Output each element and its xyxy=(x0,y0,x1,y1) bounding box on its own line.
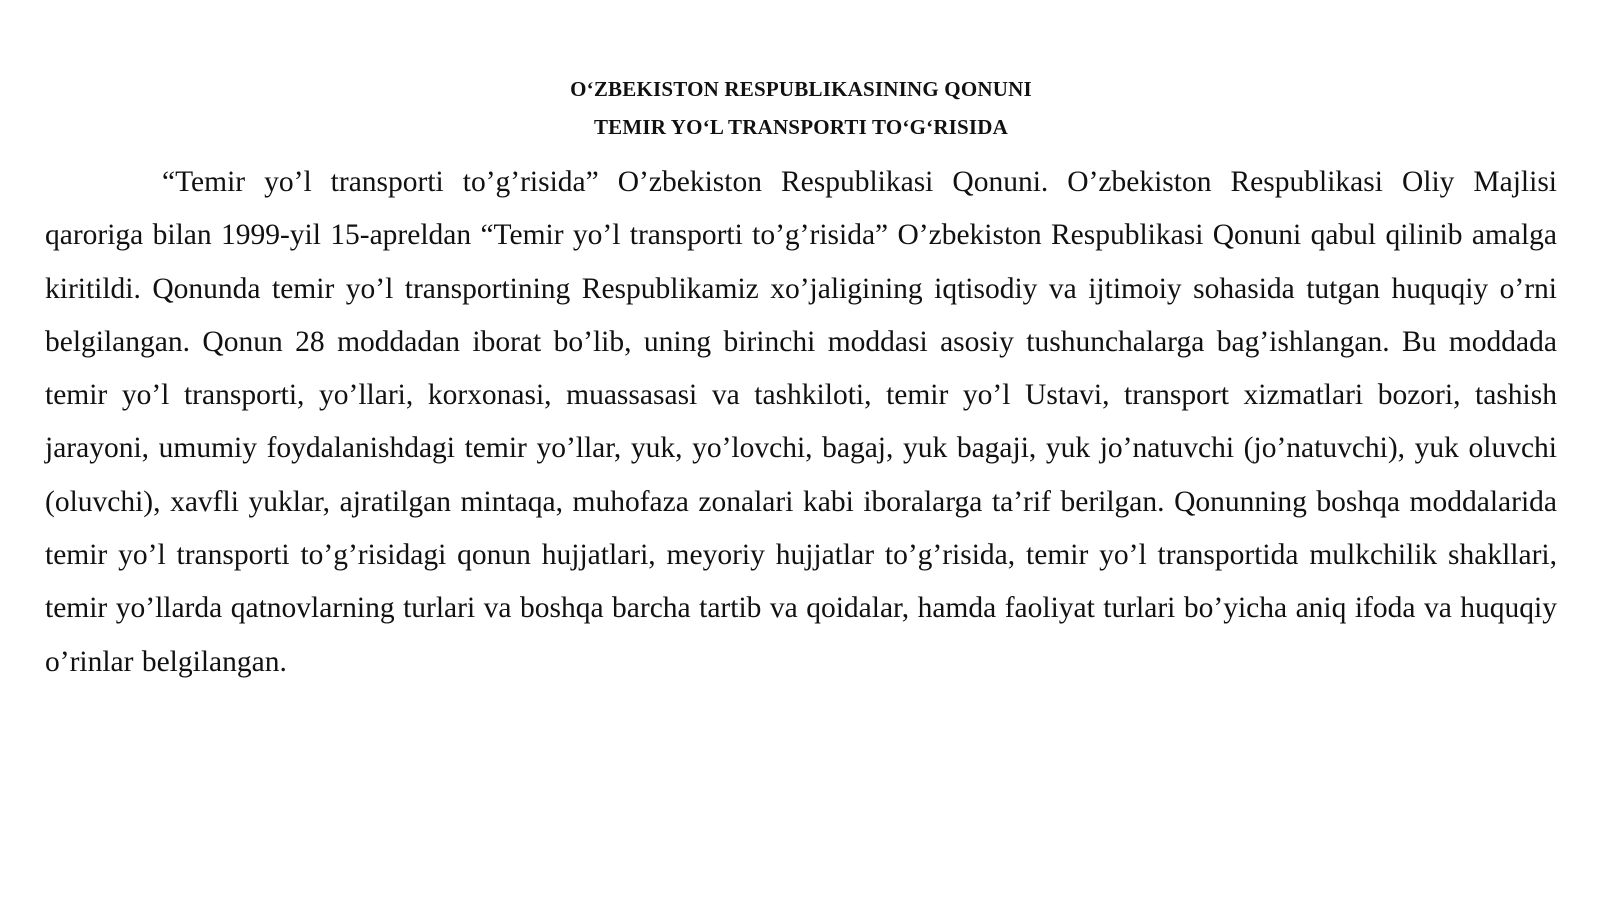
document-title-line-1: O‘ZBEKISTON RESPUBLIKASINING QONUNI xyxy=(570,77,1032,101)
document-page xyxy=(45,70,1557,689)
document-body-paragraph: “Temir yo’l transporti to’g’risida” O’zbekiston Respublikasi Qonuni. O’zbekiston Respublikasi Oliy Majlisi qaroriga bilan 1999-yil 15-apreldan “Temir yo’l transporti to’g’risida” O’zbekiston Respublikasi Qonuni qabul qilinib amalga kiritildi. Qonunda temir yo’l transportining Respublikamiz xo’jaligining iqtisodiy va ijtimoiy sohasida tutgan huquqiy o’rni belgilangan. Qonun 28 moddadan iborat bo’lib, uning birinchi moddasi asosiy tushunchalarga bag’ishlangan. Bu moddada temir yo’l transporti, yo’llari, korxonasi, muassasasi va tashkiloti, temir yo’l Ustavi, transport xizmatlari bozori, tashish jarayoni, umumiy foydalanishdagi temir yo’llar, yuk, yo’lovchi, bagaj, yuk bagaji, yuk jo’natuvchi (jo’natuvchi), yuk oluvchi (oluvchi), xavfli yuklar, ajratilgan mintaqa, muhofaza zonalari kabi iboralarga ta’rif berilgan. Qonunning boshqa moddalarida temir yo’l transporti to’g’risidagi qonun hujjatlari, meyoriy hujjatlar to’g’risida, temir yo’l transportida mulkchilik shakllari, temir yo’llarda qatnovlarning turlari va boshqa barcha tartib va qoidalar, hamda faoliyat turlari bo’yicha aniq ifoda va huquqiy o’rinlar belgilangan. xyxy=(45,166,1557,678)
document-title-line-2: TEMIR YO‘L TRANSPORTI TO‘G‘RISIDA xyxy=(593,115,1009,139)
document-title xyxy=(45,70,1557,146)
